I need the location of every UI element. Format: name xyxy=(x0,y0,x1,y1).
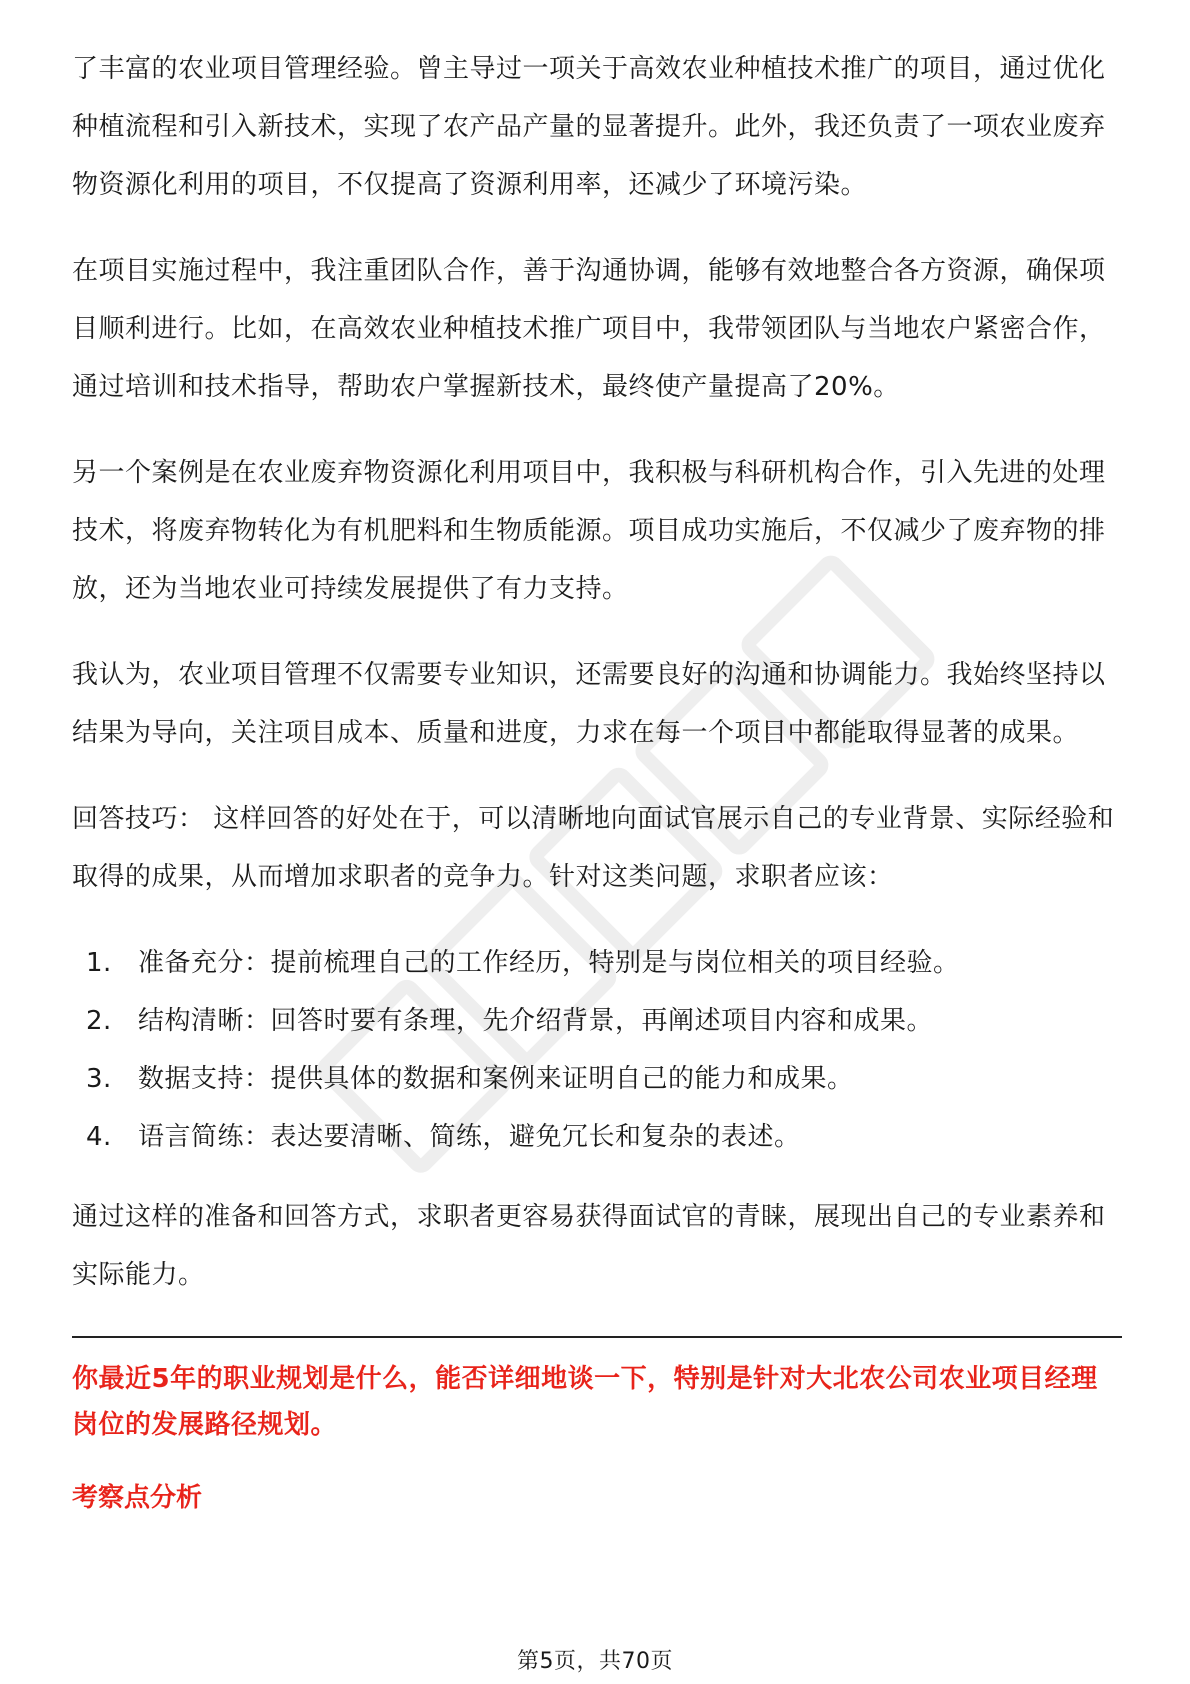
list-item-number: 4. xyxy=(86,1122,112,1152)
body-paragraph-1: 了丰富的农业项目管理经验。曾主导过一项关于高效农业种植技术推广的项目，通过优化种植流程和引入新技术，实现了农产品产量的显著提升。此外，我还负责了一项农业废弃物资源化利用的项目，不仅提高了资源利用率，还减少了环境污染。 xyxy=(72,54,1106,200)
section-title: 考察点分析 xyxy=(72,1483,203,1513)
list-item-number: 1. xyxy=(86,948,112,978)
list-item xyxy=(72,1050,1122,1108)
list-item-text: 准备充分：提前梳理自己的工作经历，特别是与岗位相关的项目经验。 xyxy=(138,948,960,978)
page-number-footer: 第5页，共70页 xyxy=(517,1649,673,1674)
document-page xyxy=(72,40,1122,1518)
list-item-text: 结构清晰：回答时要有条理，先介绍背景，再阐述项目内容和成果。 xyxy=(138,1006,934,1036)
closing-paragraph: 通过这样的准备和回答方式，求职者更容易获得面试官的青睐，展现出自己的专业素养和实际能力。 xyxy=(72,1202,1106,1290)
answer-tips-intro: 回答技巧： 这样回答的好处在于，可以清晰地向面试官展示自己的专业背景、实际经验和取得的成果，从而增加求职者的竞争力。针对这类问题，求职者应该： xyxy=(72,804,1115,892)
list-item-text: 语言简练：表达要清晰、简练，避免冗长和复杂的表述。 xyxy=(138,1122,801,1152)
list-item xyxy=(72,992,1122,1050)
body-paragraph-2: 在项目实施过程中，我注重团队合作，善于沟通协调，能够有效地整合各方资源，确保项目顺利进行。比如，在高效农业种植技术推广项目中，我带领团队与当地农户紧密合作，通过培训和技术指导，帮助农户掌握新技术，最终使产量提高了20%。 xyxy=(72,256,1106,402)
list-item xyxy=(72,934,1122,992)
section-divider xyxy=(72,1336,1122,1338)
interview-question: 你最近5年的职业规划是什么，能否详细地谈一下，特别是针对大北农公司农业项目经理岗位的发展路径规划。 xyxy=(72,1364,1098,1440)
body-paragraph-3: 另一个案例是在农业废弃物资源化利用项目中，我积极与科研机构合作，引入先进的处理技术，将废弃物转化为有机肥料和生物质能源。项目成功实施后，不仅减少了废弃物的排放，还为当地农业可持续发展提供了有力支持。 xyxy=(72,458,1106,604)
tips-list xyxy=(72,934,1122,1166)
list-item-text: 数据支持：提供具体的数据和案例来证明自己的能力和成果。 xyxy=(138,1064,854,1094)
list-item xyxy=(72,1108,1122,1166)
list-item-number: 2. xyxy=(86,1006,112,1036)
list-item-number: 3. xyxy=(86,1064,112,1094)
body-paragraph-4: 我认为，农业项目管理不仅需要专业知识，还需要良好的沟通和协调能力。我始终坚持以结果为导向，关注项目成本、质量和进度，力求在每一个项目中都能取得显著的成果。 xyxy=(72,660,1106,748)
